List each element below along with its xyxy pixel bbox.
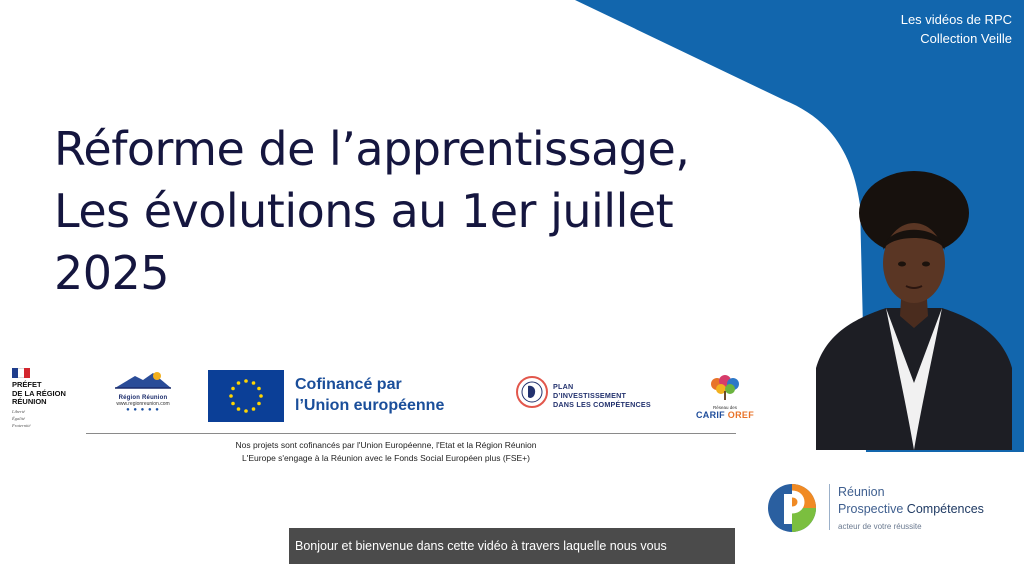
eu-star	[231, 387, 235, 391]
funding-line-2: L'Europe s'engage à la Réunion avec le Fonds Social Européen plus (FSE+)	[242, 453, 530, 463]
logos-divider	[86, 433, 736, 434]
eu-star	[259, 394, 263, 398]
eu-cofinance-label	[295, 374, 444, 416]
pic-line-3: DANS LES COMPÉTENCES	[553, 400, 651, 409]
french-flag-icon	[12, 368, 30, 378]
prefet-line-2: DE LA RÉGION	[12, 388, 66, 398]
title-line-2: Les évolutions au 1er juillet	[54, 184, 674, 238]
eu-star	[252, 381, 256, 385]
rpc-emblem-icon	[766, 480, 822, 536]
pic-line-1: PLAN	[553, 382, 574, 391]
eu-star	[244, 409, 248, 413]
volcano-icon	[113, 370, 173, 390]
prefet-line-3: RÉUNION	[12, 397, 47, 406]
eu-star	[252, 407, 256, 411]
prefet-motto-1: Liberté	[12, 408, 25, 414]
brand-separator	[829, 484, 830, 530]
series-line-2: Collection Veille	[920, 31, 1012, 46]
eu-star	[229, 394, 233, 398]
eu-star	[237, 381, 241, 385]
oref-label: OREF	[727, 410, 754, 420]
brand-line-2	[838, 502, 984, 516]
prefet-motto-3: Fraternité	[12, 422, 31, 428]
prefet-motto-2: Égalité	[12, 415, 25, 421]
tree-icon	[707, 374, 743, 400]
eu-star	[244, 379, 248, 383]
eu-star	[257, 402, 261, 406]
carif-oref-logo	[694, 374, 756, 420]
presenter-avatar	[816, 168, 1012, 450]
pic-label	[553, 382, 651, 409]
prefet-reunion-logo	[12, 368, 92, 428]
carif-network-label: Réseau des	[712, 405, 738, 410]
video-title	[54, 118, 834, 304]
carif-label: CARIF	[695, 410, 725, 420]
eu-star	[237, 407, 241, 411]
eu-line-2: l’Union européenne	[295, 397, 445, 414]
prefet-line-1: PRÉFET	[12, 380, 42, 389]
pic-seal-icon	[516, 376, 548, 408]
region-reunion-logo	[104, 370, 182, 413]
region-url: www.regionreunion.com	[116, 401, 170, 407]
series-label	[901, 10, 1012, 48]
brand-word-prospective: Prospective	[838, 502, 904, 516]
video-subtitle-caption: Bonjour et bienvenue dans cette vidéo à travers laquelle nous vous	[289, 528, 735, 564]
brand-line-1: Réunion	[838, 485, 885, 499]
title-line-3: 2025	[54, 246, 170, 300]
social-icons: ● ● ● ● ●	[126, 407, 160, 413]
series-line-1: Les vidéos de RPC	[900, 12, 1012, 27]
rpc-brand-logo	[766, 480, 1016, 540]
brand-tagline: acteur de votre réussite	[838, 522, 922, 531]
eu-flag-icon	[208, 370, 284, 422]
funding-line-1: Nos projets sont cofinancés par l'Union Européenne, l'Etat et la Région Réunion	[235, 440, 537, 450]
pic-line-2: D’INVESTISSEMENT	[553, 391, 627, 400]
eu-star	[231, 402, 235, 406]
title-line-1: Réforme de l’apprentissage,	[54, 122, 690, 176]
region-name: Région Réunion	[118, 395, 168, 401]
eu-line-1: Cofinancé par	[295, 376, 402, 393]
partner-logos	[8, 364, 768, 434]
brand-word-competences: Compétences	[906, 502, 984, 516]
eu-star	[257, 387, 261, 391]
